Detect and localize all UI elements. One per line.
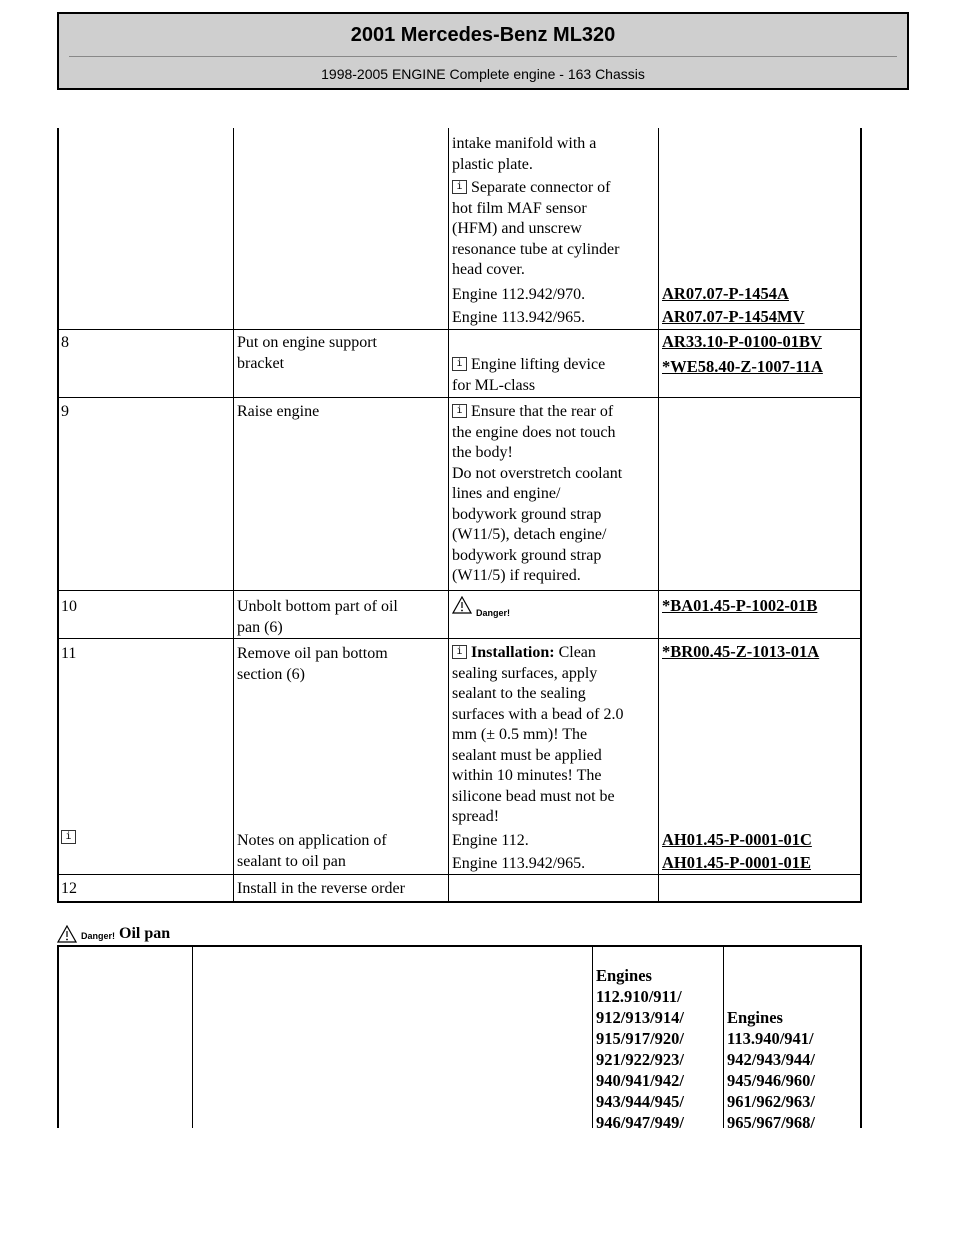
- engine-variant: Engine 113.942/965.: [452, 309, 586, 326]
- table-border-right: [860, 128, 862, 903]
- row-divider: [57, 590, 862, 591]
- reference-link[interactable]: *WE58.40-Z-1007-11A: [662, 357, 823, 376]
- installation-label: Installation:: [471, 644, 555, 661]
- note-line: sealant to the sealing: [452, 685, 586, 702]
- reference-link[interactable]: AH01.45-P-0001-01E: [662, 853, 811, 872]
- column-divider: [658, 128, 659, 903]
- reference-link[interactable]: AR07.07-P-1454A: [662, 284, 789, 303]
- note-line: the engine does not touch: [452, 423, 616, 441]
- continued-info: [452, 178, 619, 281]
- reference-link[interactable]: AH01.45-P-0001-01C: [662, 830, 812, 849]
- step-note: [452, 402, 622, 587]
- step-number: 11: [61, 645, 77, 662]
- danger-label: Danger!: [476, 608, 511, 618]
- note-line: the body!: [452, 444, 513, 461]
- step-note: [452, 355, 605, 396]
- notes-info: [61, 828, 80, 849]
- info-line: head cover.: [452, 261, 525, 278]
- table-border-left: [57, 945, 59, 1128]
- note-line: sealant must be applied: [452, 746, 602, 764]
- table-border-left: [57, 128, 59, 903]
- step-action: Raise engine: [237, 403, 320, 420]
- action-line: Unbolt bottom part of oil: [237, 598, 398, 615]
- oil-pan-title: Oil pan: [119, 925, 171, 942]
- note-line: Ensure that the rear of: [471, 403, 614, 420]
- info-line: hot film MAF sensor: [452, 199, 587, 217]
- step-action: [237, 333, 377, 374]
- step-number: 8: [61, 334, 69, 351]
- header-subtitle: 1998-2005 ENGINE Complete engine - 163 Chassis: [321, 66, 645, 82]
- action-line: Remove oil pan bottom: [237, 645, 388, 662]
- action-line: bracket: [237, 354, 285, 372]
- action-line: section (6): [237, 665, 305, 683]
- action-line: Put on engine support: [237, 334, 377, 351]
- info-icon: i: [452, 357, 467, 371]
- step-number: 10: [61, 598, 77, 615]
- engine-line: 113.940/941/: [727, 1029, 814, 1048]
- engine-line: 912/913/914/: [596, 1008, 685, 1027]
- column-divider: [592, 945, 593, 1128]
- engine-line: 942/943/944/: [727, 1050, 816, 1069]
- note-line: bodywork ground strap: [452, 505, 602, 523]
- table-border-top: [57, 945, 862, 947]
- note-line: Engine lifting device: [471, 356, 606, 373]
- engine-line: 945/946/960/: [727, 1071, 816, 1090]
- action-line: Notes on application of: [237, 832, 387, 849]
- row-divider: [57, 329, 862, 330]
- step-action: [237, 644, 388, 685]
- row-divider: [57, 638, 862, 639]
- reference-link[interactable]: *BA01.45-P-1002-01B: [662, 596, 818, 615]
- step-action: [237, 597, 398, 638]
- header-title: 2001 Mercedes-Benz ML320: [350, 24, 616, 46]
- note-line: for ML-class: [452, 376, 536, 394]
- note-line: silicone bead must not be: [452, 787, 615, 805]
- note-line: (W11/5), detach engine/: [452, 526, 607, 543]
- note-line: plastic plate.: [452, 155, 533, 173]
- engine-line: 961/962/963/: [727, 1092, 816, 1111]
- column-divider: [233, 128, 234, 903]
- procedure-table: [57, 128, 862, 903]
- action-line: sealant to oil pan: [237, 852, 346, 870]
- info-line: resonance tube at cylinder: [452, 240, 620, 258]
- note-line: (W11/5) if required.: [452, 567, 581, 584]
- info-icon: i: [452, 404, 467, 418]
- engine-line: 946/947/949/: [596, 1113, 685, 1132]
- step-number: 9: [61, 403, 69, 420]
- oil-pan-heading: [57, 925, 170, 943]
- engine-variant: Engine 112.: [452, 832, 529, 849]
- table-border-right: [860, 945, 862, 1128]
- step-action: [237, 831, 387, 872]
- note-line: mm (± 0.5 mm)! The: [452, 726, 588, 743]
- step-note: [452, 643, 624, 828]
- page-header: [57, 12, 909, 90]
- note-line: intake manifold with a: [452, 135, 597, 152]
- engine-line: Engines: [727, 1008, 783, 1027]
- column-divider: [723, 945, 724, 1128]
- engine-line: 943/944/945/: [596, 1092, 685, 1111]
- column-divider: [448, 128, 449, 903]
- reference-link[interactable]: *BR00.45-Z-1013-01A: [662, 642, 820, 661]
- note-line: Do not overstretch coolant: [452, 464, 623, 482]
- engine-line: 940/941/942/: [596, 1071, 685, 1090]
- engine-line: 965/967/968/: [727, 1113, 816, 1132]
- note-line: surfaces with a bead of 2.0: [452, 705, 624, 723]
- step-action: Install in the reverse order: [237, 880, 405, 897]
- reference-link[interactable]: AR33.10-P-0100-01BV: [662, 332, 822, 351]
- header-divider: [69, 56, 897, 57]
- engine-line: 915/917/920/: [596, 1029, 685, 1048]
- info-line: Separate connector of: [471, 179, 611, 196]
- engine-variant: Engine 112.942/970.: [452, 286, 586, 303]
- info-icon: i: [452, 645, 467, 659]
- danger-icon: [57, 925, 77, 943]
- danger-icon: [452, 596, 472, 614]
- engine-line: 112.910/911/: [596, 987, 682, 1006]
- engine-line: Engines: [596, 966, 652, 985]
- oil-pan-table: [57, 945, 862, 1132]
- engine-group-112: [596, 965, 684, 1133]
- step-number: 12: [61, 880, 77, 897]
- danger-label: Danger!: [81, 931, 116, 941]
- note-line: within 10 minutes! The: [452, 767, 602, 784]
- danger-warning[interactable]: [452, 596, 510, 617]
- info-icon: i: [61, 830, 76, 844]
- column-divider: [192, 945, 193, 1128]
- reference-link[interactable]: AR07.07-P-1454MV: [662, 307, 805, 326]
- row-divider: [57, 397, 862, 398]
- continued-note: [452, 134, 596, 175]
- note-line: bodywork ground strap: [452, 546, 602, 564]
- engine-line: 921/922/923/: [596, 1050, 685, 1069]
- info-icon: i: [452, 180, 467, 194]
- info-line: (HFM) and unscrew: [452, 220, 582, 237]
- note-line: lines and engine/: [452, 485, 561, 502]
- engine-group-113: [727, 1007, 815, 1133]
- note-line: spread!: [452, 808, 500, 825]
- note-line: Clean: [554, 644, 596, 661]
- engine-variant: Engine 113.942/965.: [452, 855, 586, 872]
- table-border-bottom: [57, 901, 862, 903]
- action-line: pan (6): [237, 618, 283, 636]
- note-line: sealing surfaces, apply: [452, 664, 598, 682]
